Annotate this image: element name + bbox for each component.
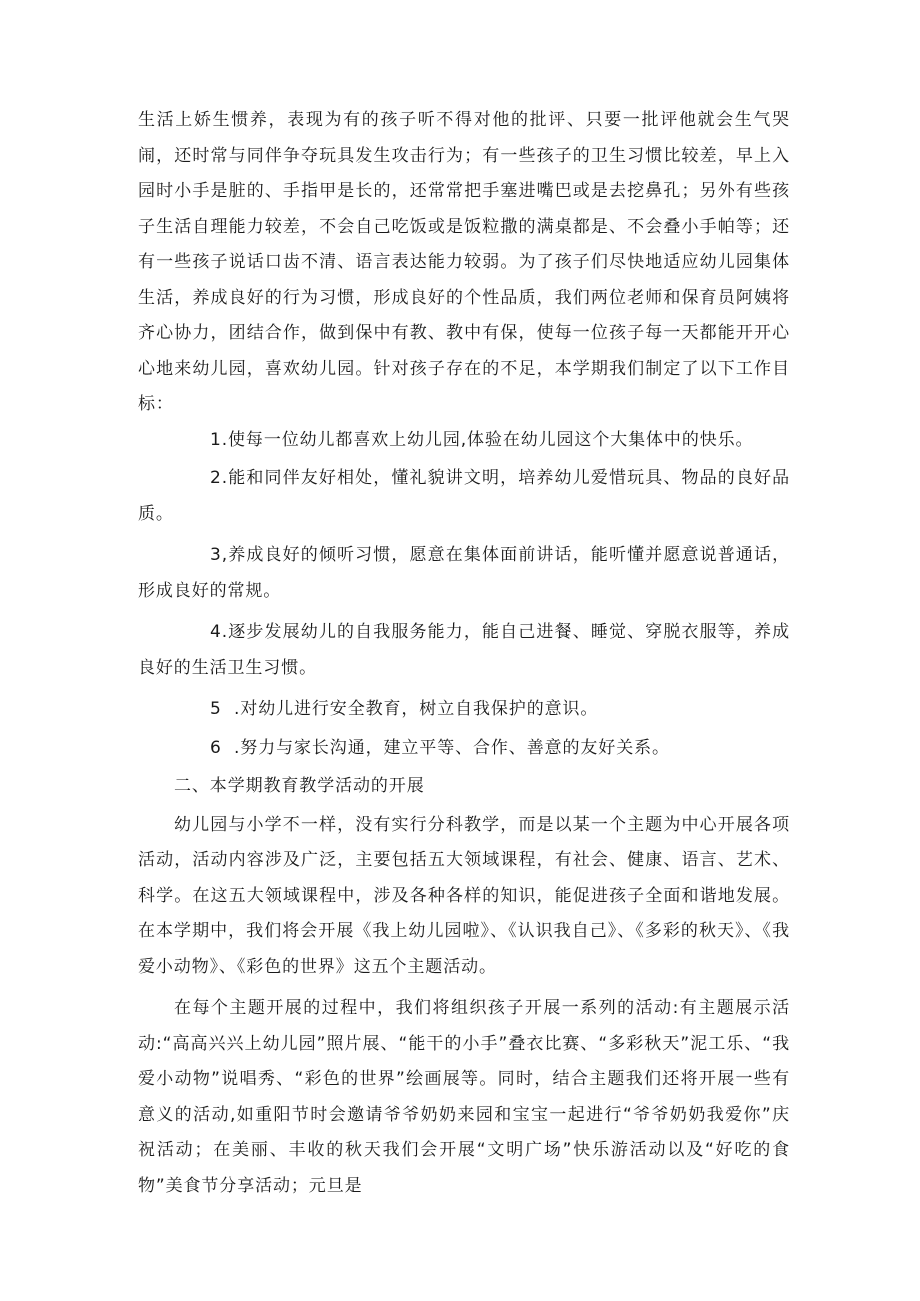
goal-number: 2 [210, 468, 222, 488]
section-paragraph-2: 在每个主题开展的过程中，我们将组织孩子开展一系列的活动:有主题展示活动:“高高兴兴上幼儿园”照片展、“能干的小手”叠衣比赛、“多彩秋天”泥工乐、“我爱小动物”说唱秀、“彩色的世界”绘画展等。同时，结合主题我们还将开展一些有意义的活动,如重阳节时会邀请爷爷奶奶来园和宝宝一起进行“爷爷奶奶我爱你”庆祝活动；在美丽、丰收的秋天我们会开展“文明广场”快乐游活动以及“好吃的食物”美食节分享活动；元旦是 [138, 998, 790, 1196]
goal-number: 3 [210, 545, 222, 565]
goal-number: 4 [210, 622, 222, 642]
section-heading: 二、本学期教育教学活动的开展 [174, 776, 425, 796]
goal-number: 5 [210, 699, 222, 719]
goal-text: .能和同伴友好相处，懂礼貌讲文明，培养幼儿爱惜玩具、物品的良好品质。 [138, 468, 790, 524]
goal-number: 1 [210, 429, 222, 450]
goal-item-1 [138, 423, 790, 459]
goal-item-3 [138, 538, 790, 609]
goal-text: .努力与家长沟通，建立平等、合作、善意的友好关系。 [234, 737, 670, 758]
section-paragraph-1: 幼儿园与小学不一样，没有实行分科教学，而是以某一个主题为中心开展各项活动，活动内容涉及广泛，主要包括五大领域课程，有社会、健康、语言、艺术、科学。在这五大领域课程中，涉及各种各样的知识，能促进孩子全面和谐地发展。在本学期中，我们将会开展《我上幼儿园啦》、《认识我自己》、《多彩的秋天》、《我爱小动物》、《彩色的世界》这五个主题活动。 [138, 814, 790, 977]
goal-item-5 [138, 692, 790, 728]
goal-text: .使每一位幼儿都喜欢上幼儿园,体验在幼儿园这个大集体中的快乐。 [221, 429, 754, 450]
goal-text: .对幼儿进行安全教育，树立自我保护的意识。 [234, 699, 599, 719]
intro-paragraph: 生活上娇生惯养，表现为有的孩子听不得对他的批评、只要一批评他就会生气哭闹，还时常与同伴争夺玩具发生攻击行为；有一些孩子的卫生习惯比较差，早上入园时小手是脏的、手指甲是长的，还常常把手塞进嘴巴或是去挖鼻孔；另外有些孩子生活自理能力较差，不会自己吃饭或是饭粒撒的满桌都是、不会叠小手帕等；还有一些孩子说话口齿不清、语言表达能力较弱。为了孩子们尽快地适应幼儿园集体生活，养成良好的行为习惯，形成良好的个性品质，我们两位老师和保育员阿姨将齐心协力，团结合作，做到保中有教、教中有保，使每一位孩子每一天都能开开心心地来幼儿园，喜欢幼儿园。针对孩子存在的不足，本学期我们制定了以下工作目标： [138, 110, 790, 414]
goal-item-4 [138, 615, 790, 686]
goal-item-6 [138, 731, 790, 767]
goal-item-2 [138, 461, 790, 532]
goal-text: .逐步发展幼儿的自我服务能力，能自己进餐、睡觉、穿脱衣服等，养成良好的生活卫生习惯。 [138, 622, 790, 678]
goal-number: 6 [210, 737, 222, 758]
document-body [138, 103, 790, 1204]
goal-text: ,养成良好的倾听习惯，愿意在集体面前讲话，能听懂并愿意说普通话，形成良好的常规。 [138, 545, 790, 601]
